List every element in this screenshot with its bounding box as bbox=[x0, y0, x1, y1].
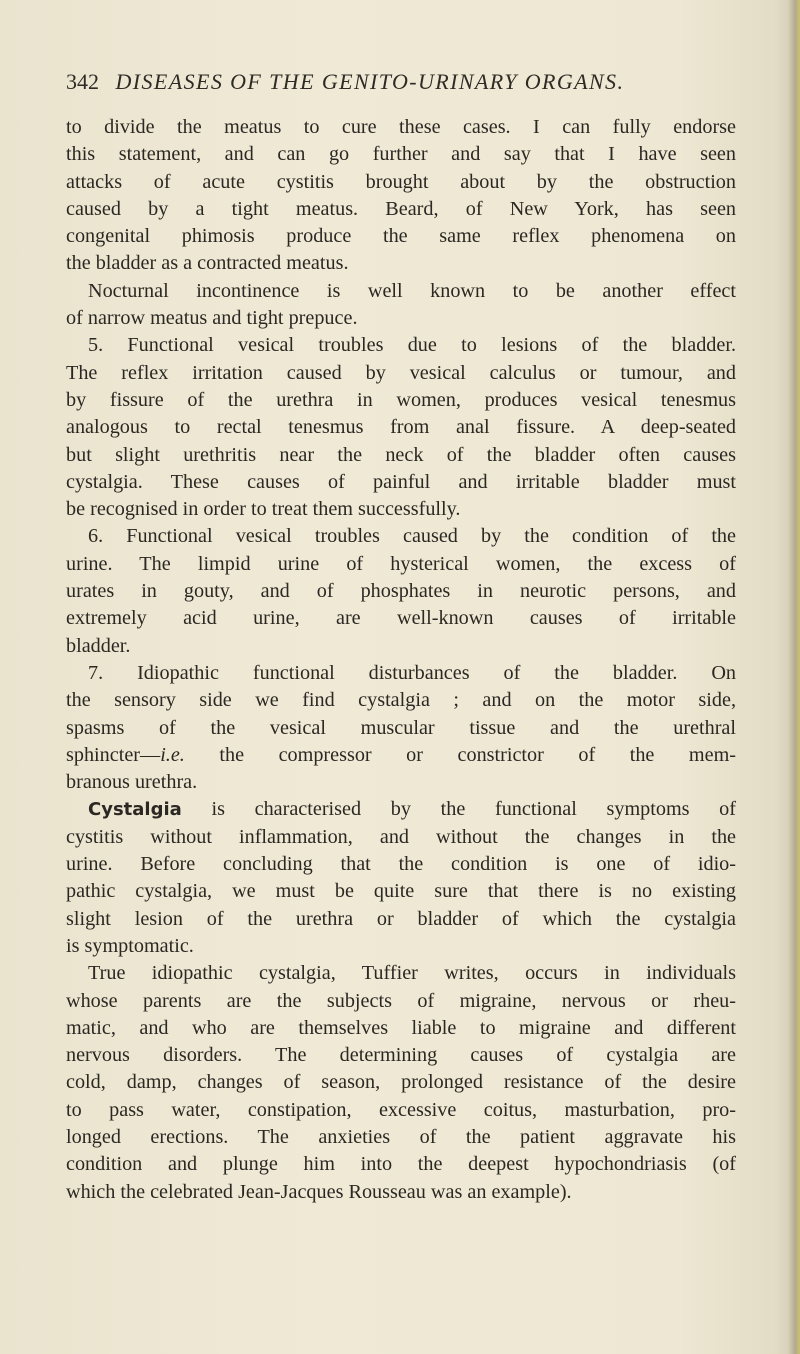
text-line: spasms of the vesical muscular tissue and the urethral bbox=[66, 716, 736, 739]
bold-term: Cystalgia bbox=[88, 799, 182, 821]
text-line: 5. Functional vesical troubles due to lesions of the bladder. bbox=[88, 334, 736, 357]
text-line: attacks of acute cystitis brought about by the obstruction bbox=[66, 170, 736, 193]
text-line: nervous disorders. The determining causes of cystalgia are bbox=[66, 1044, 736, 1067]
text-fragment: is characterised by the functional symptoms of bbox=[181, 798, 736, 821]
text-line: urine. Before concluding that the condition is one of idio- bbox=[66, 853, 736, 876]
italic-abbreviation: i.e. bbox=[160, 743, 185, 766]
text-line: analogous to rectal tenesmus from anal fissure. A deep-seated bbox=[66, 416, 736, 439]
text-line bbox=[66, 742, 736, 769]
text-line: the sensory side we find cystalgia ; and on the motor side, bbox=[66, 689, 736, 712]
text-line: caused by a tight meatus. Beard, of New York, has seen bbox=[66, 197, 736, 220]
text-line: True idiopathic cystalgia, Tuffier writes, occurs in individuals bbox=[88, 962, 736, 985]
text-line: bladder. bbox=[66, 634, 131, 657]
text-line: be recognised in order to treat them successfully. bbox=[66, 498, 461, 521]
text-line: branous urethra. bbox=[66, 771, 198, 794]
text-line: by fissure of the urethra in women, produces vesical tenesmus bbox=[66, 388, 736, 411]
text-fragment: sphincter— bbox=[66, 743, 161, 766]
text-line: Nocturnal incontinence is well known to be another effect bbox=[88, 279, 736, 302]
text-fragment: the compressor or constrictor of the mem- bbox=[184, 743, 736, 766]
text-line: extremely acid urine, are well-known causes of irritable bbox=[66, 607, 736, 630]
text-line: 7. Idiopathic functional disturbances of the bladder. On bbox=[88, 661, 736, 684]
text-line: is symptomatic. bbox=[66, 934, 194, 957]
body-text bbox=[66, 114, 736, 1206]
text-line: urates in gouty, and of phosphates in neurotic persons, and bbox=[66, 580, 736, 603]
text-line: condition and plunge him into the deepest hypochondriasis (of bbox=[66, 1153, 736, 1176]
text-line: this statement, and can go further and say that I have seen bbox=[66, 143, 736, 166]
text-line: urine. The limpid urine of hysterical women, the excess of bbox=[66, 552, 736, 575]
text-line: matic, and who are themselves liable to migraine and different bbox=[66, 1016, 736, 1039]
text-line: whose parents are the subjects of migraine, nervous or rheu- bbox=[66, 989, 736, 1012]
text-line: to divide the meatus to cure these cases. I can fully endorse bbox=[66, 116, 736, 138]
page-edge-shadow bbox=[788, 0, 800, 1354]
text-line: longed erections. The anxieties of the patient aggravate his bbox=[66, 1125, 736, 1148]
text-line: slight lesion of the urethra or bladder of which the cystalgia bbox=[66, 907, 736, 930]
text-line: to pass water, constipation, excessive coitus, masturbation, pro- bbox=[66, 1098, 736, 1121]
text-line: congenital phimosis produce the same reflex phenomena on bbox=[66, 225, 736, 248]
text-line: pathic cystalgia, we must be quite sure that there is no existing bbox=[66, 880, 736, 903]
text-line: but slight urethritis near the neck of the bladder often causes bbox=[66, 443, 736, 466]
running-title: DISEASES OF THE GENITO-URINARY ORGANS. bbox=[115, 69, 625, 94]
text-line: cystitis without inflammation, and without the changes in the bbox=[66, 825, 736, 848]
running-head bbox=[66, 64, 706, 100]
text-line bbox=[66, 796, 736, 823]
text-line: The reflex irritation caused by vesical calculus or tumour, and bbox=[66, 361, 736, 384]
text-line: cold, damp, changes of season, prolonged resistance of the desire bbox=[66, 1071, 736, 1094]
text-line: 6. Functional vesical troubles caused by the condition of the bbox=[88, 525, 736, 548]
text-line: of narrow meatus and tight prepuce. bbox=[66, 307, 358, 330]
page-number: 342 bbox=[66, 69, 99, 94]
text-line: which the celebrated Jean-Jacques Rousseau was an example). bbox=[66, 1180, 572, 1203]
text-line: the bladder as a contracted meatus. bbox=[66, 252, 349, 275]
text-line: cystalgia. These causes of painful and irritable bladder must bbox=[66, 470, 736, 493]
